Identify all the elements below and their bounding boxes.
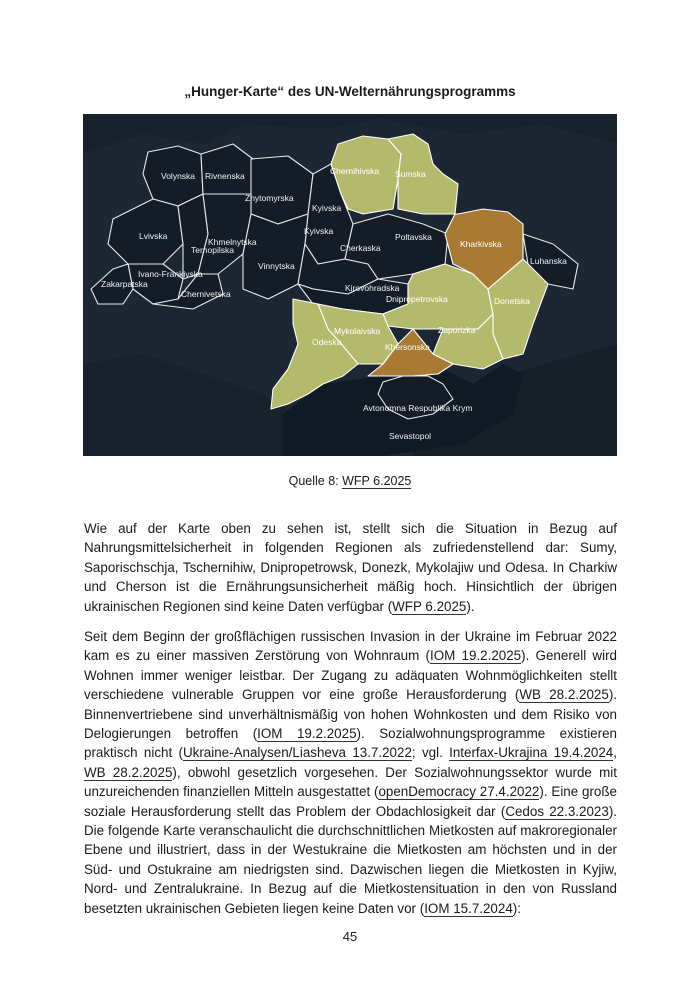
figure-caption	[0, 474, 700, 488]
label-rivnenska: Rivnenska	[205, 171, 245, 181]
label-luhanska: Luhanska	[530, 256, 567, 266]
label-mykolaivska: Mykolaivska	[334, 326, 381, 336]
label-krym: Avtonomna Respublika Krym	[363, 403, 473, 413]
label-kharkivska: Kharkivska	[460, 239, 502, 249]
label-chernihivska: Chernihivska	[330, 166, 380, 176]
paragraph-housing	[84, 627, 617, 918]
source-link-wfp[interactable]: WFP 6.2025	[342, 474, 412, 488]
label-zaporizka: Zaporizka	[438, 325, 476, 335]
label-khmelnytska: Khmelnytska	[208, 237, 257, 247]
label-kyivska-city: Kyivska	[312, 203, 342, 213]
label-khersonska: Khersonska	[385, 342, 430, 352]
p1-text-1: Wie auf der Karte oben zu sehen ist, stellt sich die Situation in Bezug auf Nahrungsmittelsicherheit in folgenden Regionen als zufriedenstellend dar: Sumy, Saporischschja, Tschernihiw, Dnipropetrowsk, Donezk, Mykolajiw und Odesa. In Charkiw und Cherson ist die Ernährungsunsicherheit mäßig hoch. Hinsichtlich der übrigen ukrainischen Regionen sind keine Daten verfügbar (	[84, 521, 617, 614]
p2-link-cedos[interactable]: Cedos 22.3.2023	[505, 803, 609, 819]
hunger-map	[83, 114, 617, 456]
p2-link-opendemocracy[interactable]: openDemocracy 27.4.2022	[378, 784, 540, 800]
p2-text-6: ,	[613, 745, 617, 761]
label-lvivska: Lvivska	[139, 231, 168, 241]
p2-link-iom-2[interactable]: IOM 19.2.2025	[257, 726, 357, 742]
label-zhytomyrska: Zhytomyrska	[245, 193, 294, 203]
page-number: 45	[342, 929, 358, 944]
label-donetska: Donetska	[494, 296, 530, 306]
p2-text-10: ):	[512, 900, 521, 916]
p2-link-iom-3[interactable]: IOM 15.7.2024	[424, 900, 513, 916]
label-cherkaska: Cherkaska	[340, 243, 381, 253]
p1-link-wfp[interactable]: WFP 6.2025	[392, 598, 467, 614]
p2-link-ukraine-analysen[interactable]: Ukraine-Analysen/Liasheva 13.7.2022	[182, 745, 412, 761]
label-dnipropetrovska: Dnipropetrovska	[386, 294, 448, 304]
p2-link-wb-2[interactable]: WB 28.2.2025	[84, 764, 173, 780]
p2-text-2: ). Generell wird Wohnen immer weniger leistbar. Der Zugang zu adäquaten Wohnmöglichkeiten stellt verschiedene vulnerable Gruppen vor eine große Herausforderung (	[84, 648, 617, 703]
label-vinnytska: Vinnytska	[258, 261, 295, 271]
label-poltavska: Poltavska	[395, 232, 432, 242]
label-ivano-frankivska: Ivano-Frankivska	[138, 269, 203, 279]
caption-prefix: Quelle 8:	[288, 474, 343, 488]
label-ternopilska: Ternopilska	[191, 245, 234, 255]
p2-text-8: ). Eine große soziale Herausforderung stellt das Problem der Obdachlosigkeit dar (	[84, 784, 617, 819]
label-volynska: Volynska	[161, 171, 196, 181]
label-kyivska: Kyivska	[304, 226, 334, 236]
label-zakarpatska: Zakarpatska	[101, 279, 148, 289]
p2-link-iom-1[interactable]: IOM 19.2.2025	[430, 648, 522, 664]
label-chernivetska: Chernivetska	[181, 289, 231, 299]
p2-text-3: ). Binnenvertriebene sind unverhältnismäßig von hohen Wohnkosten und dem Risiko von Delogierungen betroffen (	[84, 687, 617, 742]
p2-link-interfax[interactable]: Interfax-Ukrajina 19.4.2024	[449, 745, 614, 761]
p2-text-4: ). Sozialwohnungsprogramme existieren praktisch nicht (	[84, 726, 617, 761]
label-kirovohradska: Kirovohradska	[345, 283, 400, 293]
figure-title: „Hunger-Karte“ des UN-Welternährungsprogramms	[184, 84, 516, 99]
p2-link-wb-1[interactable]: WB 28.2.2025	[519, 687, 609, 703]
p2-text-5: ; vgl.	[411, 745, 450, 761]
label-odeska: Odeska	[312, 337, 342, 347]
label-sumska: Sumska	[395, 169, 426, 179]
p1-text-2: ).	[466, 598, 475, 614]
p2-text-7: ), obwohl gesetzlich vorgesehen. Der Sozialwohnungssektor wurde mit unzureichenden finanziellen Mitteln ausgestattet (	[84, 764, 617, 800]
label-sevastopol: Sevastopol	[389, 431, 432, 441]
p2-text-1: Seit dem Beginn der großflächigen russischen Invasion in der Ukraine im Februar 2022 kam es zu einer massiven Zerstörung von Wohnraum (	[84, 629, 617, 664]
paragraph-food-security	[84, 519, 617, 616]
p2-text-9: ). Die folgende Karte veranschaulicht die durchschnittlichen Mietkosten auf makroregionaler Ebene und illustriert, dass in der Westukraine die Mietkosten am höchsten und in der Süd- und Ostukraine am niedrigsten sind. Dazwischen liegen die Mietkosten in Kyjiw, Nord- und Zentralukraine. In Bezug auf die Mietkostensituation in den von Russland besetzten ukrainischen Gebieten liegen keine Daten vor (	[84, 803, 617, 916]
